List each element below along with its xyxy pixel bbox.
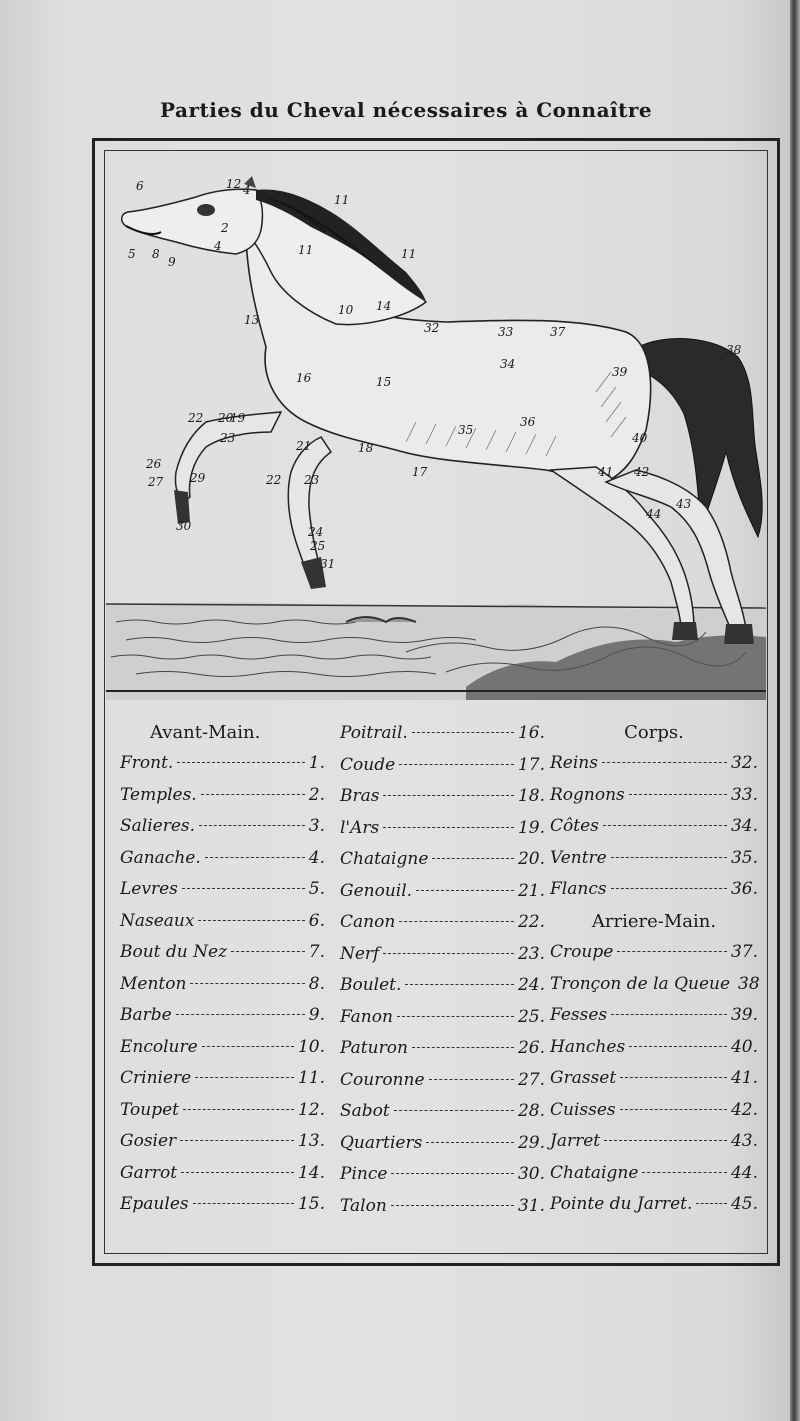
legend-entry [340,813,545,845]
legend-entry [340,907,545,939]
leader-dashes [198,920,304,921]
legend-entry-number: 8. [308,973,325,994]
legend-entry-name: Boulet. [340,975,402,995]
part-label: 25 [310,539,326,553]
leader-dashes [195,1077,294,1078]
plate-title: Parties du Cheval nécessaires à Connaître [160,98,653,122]
leader-dashes [620,1109,727,1110]
leader-dashes [199,825,305,826]
part-label: 43 [676,497,692,511]
leader-dashes [383,953,514,954]
section-heading-arriere-main: Arriere-Main. [591,910,717,932]
legend-entry [550,811,758,843]
legend-entry [120,906,325,938]
legend-entry-number: 12. [297,1099,325,1120]
legend-entry-name: Paturon [340,1038,408,1058]
legend-entry-name: Naseaux [120,910,195,931]
legend-entry [120,748,325,780]
part-label: 20 [218,411,234,425]
legend-entry [120,1126,325,1158]
legend-entry [340,1002,545,1034]
legend-entry-name: Chataigne [340,849,429,869]
part-label: 30 [176,519,192,533]
legend-entry-name: Epaules [120,1194,189,1214]
part-label: 22 [188,411,204,425]
legend-entry-number: 23. [517,943,545,964]
legend-column-avant-main [120,718,325,1221]
part-label: 44 [646,507,662,521]
part-label: 27 [148,475,164,489]
legend-entry-name: Garrot [120,1162,178,1183]
legend-entry [340,1096,545,1128]
legend-entry-name: Cuisses [550,1099,616,1120]
legend-entry-name: Croupe [550,942,614,962]
legend-entry-number: 35. [730,847,758,868]
legend-entry-name: Jarret [550,1131,601,1151]
leader-dashes [611,888,727,889]
legend-rows [550,937,758,1221]
leader-dashes [180,1140,294,1141]
legend-entry-number: 11. [297,1068,325,1088]
part-label: 11 [298,243,314,257]
leader-dashes [696,1203,727,1204]
legend-entry-name: Barbe [120,1005,172,1025]
legend-entry-number: 43. [730,1131,758,1151]
part-label: 11 [334,193,350,207]
legend-entry [550,1032,758,1064]
legend-entry-name: Hanches [550,1036,626,1057]
legend-entry-name: Levres [120,879,178,899]
legend-entry-name: Fanon [340,1006,393,1027]
legend-entry [340,1065,545,1097]
legend-column-corps [550,718,758,1221]
legend-entry-number: 38 [738,973,760,994]
legend-entry [550,969,758,1001]
legend-entry-number: 16. [517,723,545,743]
legend-entry-number: 26. [517,1038,545,1058]
leader-dashes [183,1109,294,1110]
horse-front-leg-left [175,412,281,502]
legend-entry [340,750,545,782]
part-label: 33 [498,325,514,339]
legend-entry-name: Menton [120,973,187,994]
leader-dashes [611,1014,727,1015]
part-label: 23 [220,431,236,445]
legend-entry [120,969,325,1001]
leader-dashes [432,858,514,859]
legend-entry-name: Fesses [550,1005,608,1025]
legend-entry [550,780,758,812]
legend-entry [120,1158,325,1190]
plate-divider [106,690,766,692]
legend-entry-name: Grasset [550,1068,617,1088]
legend-entry-name: Côtes [550,816,599,836]
legend-entry [120,1189,325,1221]
legend-entry-number: 17. [517,754,545,775]
legend-entry-number: 36. [730,879,758,899]
legend-entry-name: Front. [120,753,174,773]
leader-dashes [629,794,727,795]
legend-entry-number: 14. [297,1162,325,1183]
legend-entry-number: 45. [730,1194,758,1214]
section-heading-corps: Corps. [624,722,684,743]
legend-entry [120,1000,325,1032]
legend-entry-name: Poitrail. [340,723,408,743]
legend-entry-name: Toupet [120,1099,179,1120]
legend-entry [550,937,758,969]
legend-entry-number: 10. [297,1036,325,1057]
leader-dashes [604,1140,727,1141]
legend-entry-number: 7. [308,942,325,962]
legend-entry-number: 5. [308,879,325,899]
part-label: 8 [152,247,160,261]
part-label: 11 [401,247,417,261]
legend-entry [550,1126,758,1158]
legend-entry-name: Coude [340,754,396,775]
legend-rows [120,748,325,1221]
horse-front-leg-right [288,437,331,577]
leader-dashes [202,1046,294,1047]
legend-entry-name: Salieres. [120,816,196,836]
legend-entry-name: Encolure [120,1036,198,1057]
legend-entry [340,781,545,813]
legend-entry-name: Criniere [120,1068,192,1088]
part-label: 35 [458,423,474,437]
legend-entry-number: 34. [730,816,758,836]
part-label: 5 [128,247,136,261]
legend-entry [120,937,325,969]
part-label: 13 [244,313,260,327]
legend-entry-name: Chataigne [550,1162,639,1183]
horse-illustration [106,152,766,700]
legend-entry-number: 9. [308,1005,325,1025]
leader-dashes [399,764,514,765]
part-label: 38 [726,343,742,357]
part-label: 29 [190,471,206,485]
legend-entry-name: Pince [340,1164,388,1184]
part-label: 32 [424,321,440,335]
horse-head [122,189,263,254]
legend-entry-number: 25. [517,1006,545,1027]
legend-entry-number: 28. [517,1101,545,1121]
legend-entry [120,874,325,906]
part-label: 37 [550,325,566,339]
legend-entry-number: 1. [308,753,325,773]
legend-entry-name: Sabot [340,1101,390,1121]
legend-entry [340,970,545,1002]
part-label: 9 [168,255,176,269]
leader-dashes [397,1016,514,1017]
leader-dashes [405,984,514,985]
leader-dashes [603,825,727,826]
legend-entry-name: Rognons [550,784,625,805]
legend-entry-number: 22. [517,912,545,932]
legend-entry-number: 4. [308,847,325,868]
leader-dashes [383,795,513,796]
leader-dashes [394,1110,514,1111]
legend-entry-name: Tronçon de la Queue [550,973,731,994]
leader-dashes [190,983,304,984]
legend-entry [550,748,758,780]
leader-dashes [399,921,514,922]
legend-entry-name: Nerf [340,943,380,964]
legend-entry-name: l'Ars [340,817,380,838]
legend-entry [120,1095,325,1127]
legend-entry-name: Temples. [120,784,197,805]
legend-entry-number: 32. [730,753,758,773]
legend-entry [120,843,325,875]
legend-entry-number: 27. [517,1069,545,1090]
legend-entry [340,1159,545,1191]
legend-entry-name: Quartiers [340,1132,423,1153]
legend-entry-number: 24. [517,975,545,995]
leader-dashes [617,951,727,952]
legend-entry-number: 39. [730,1005,758,1025]
legend-entry [120,780,325,812]
legend-entry-number: 6. [308,910,325,931]
part-label: 23 [304,473,320,487]
part-label: 19 [230,411,246,425]
part-label: 15 [376,375,392,389]
legend-entry-number: 21. [517,880,545,901]
part-label: 10 [338,303,354,317]
legend-entry-name: Pointe du Jarret. [550,1194,693,1214]
leader-dashes [181,1172,294,1173]
page-binding-edge [790,0,800,1421]
legend-entry-number: 33. [730,784,758,805]
legend-entry-number: 30. [517,1164,545,1184]
ground [106,602,766,700]
legend-entry-number: 2. [308,784,325,805]
legend-entry [550,1095,758,1127]
leader-dashes [177,762,304,763]
part-label: 2 [221,221,229,235]
legend-entry [340,1033,545,1065]
leader-dashes [193,1203,294,1204]
leader-dashes [231,951,305,952]
part-label: 41 [598,465,614,479]
leader-dashes [620,1077,727,1078]
legend-entry-name: Genouil. [340,880,413,901]
leader-dashes [383,827,514,828]
part-label: 16 [296,371,312,385]
leader-dashes [205,857,305,858]
part-label: 22 [266,473,282,487]
legend-entry [120,1032,325,1064]
part-label: 40 [632,431,648,445]
part-label: 31 [320,557,336,571]
legend-entry [550,843,758,875]
legend-entry [340,1191,545,1223]
leader-dashes [176,1014,305,1015]
legend-entry-number: 19. [517,817,545,838]
part-label: 12 [226,177,242,191]
legend-column-middle [340,718,545,1222]
legend-entry [550,874,758,906]
legend-entry-number: 41. [730,1068,758,1088]
legend-entry-poitrail [340,718,545,750]
legend-entry [340,844,545,876]
leader-dashes [602,762,727,763]
legend-entry-name: Talon [340,1195,387,1216]
part-label: 17 [412,465,428,479]
part-label: 14 [376,299,392,313]
legend-entry-name: Ganache. [120,847,201,868]
legend-entry-number: 42. [730,1099,758,1120]
legend-entry [550,1063,758,1095]
part-label: 4 [214,239,222,253]
section-heading-avant-main: Avant-Main. [150,722,261,743]
legend-entry [120,811,325,843]
legend-entry-number: 44. [730,1162,758,1183]
part-label: 21 [296,439,312,453]
legend-entry [550,1189,758,1221]
legend-rows [550,748,758,906]
legend-entry-name: Gosier [120,1131,177,1151]
leader-dashes [429,1079,514,1080]
legend-entry-number: 3. [308,816,325,836]
legend-entry-number: 18. [517,786,545,806]
leader-dashes [201,794,305,795]
leader-dashes [182,888,305,889]
legend-entry-number: 31. [517,1195,545,1216]
legend-entry-name: Reins [550,753,598,773]
parts-legend [120,718,760,1248]
leader-dashes [642,1172,727,1173]
legend-entry-number: 40. [730,1036,758,1057]
legend-entry-name: Ventre [550,847,607,868]
leader-dashes [426,1142,514,1143]
leader-dashes [629,1046,727,1047]
legend-entry [120,1063,325,1095]
leader-dashes [611,857,727,858]
part-label: 26 [146,457,162,471]
part-label: 34 [500,357,516,371]
leader-dashes [416,890,514,891]
legend-entry-number: 13. [297,1131,325,1151]
legend-entry-name: Bout du Nez [120,942,228,962]
legend-entry-number: 29. [517,1132,545,1153]
part-label: 6 [136,179,144,193]
legend-entry [550,1000,758,1032]
part-label: 42 [634,465,650,479]
legend-entry-number: 37. [730,942,758,962]
part-label: 18 [358,441,374,455]
legend-entry-number: 20. [517,849,545,869]
legend-entry-name: Flancs [550,879,607,899]
legend-entry-name: Canon [340,912,396,932]
part-label: 36 [520,415,536,429]
legend-entry [340,1128,545,1160]
legend-entry-name: Bras [340,786,380,806]
part-label: 39 [612,365,628,379]
legend-rows [340,750,545,1223]
part-label: 24 [308,525,324,539]
legend-entry [550,1158,758,1190]
leader-dashes [412,1047,514,1048]
legend-entry [340,876,545,908]
legend-entry [340,939,545,971]
part-label: 4 [243,183,251,197]
leader-dashes [391,1173,514,1174]
leader-dashes [412,732,514,733]
legend-entry-name: Couronne [340,1069,425,1090]
legend-entry-number: 15. [297,1194,325,1214]
leader-dashes [391,1205,514,1206]
